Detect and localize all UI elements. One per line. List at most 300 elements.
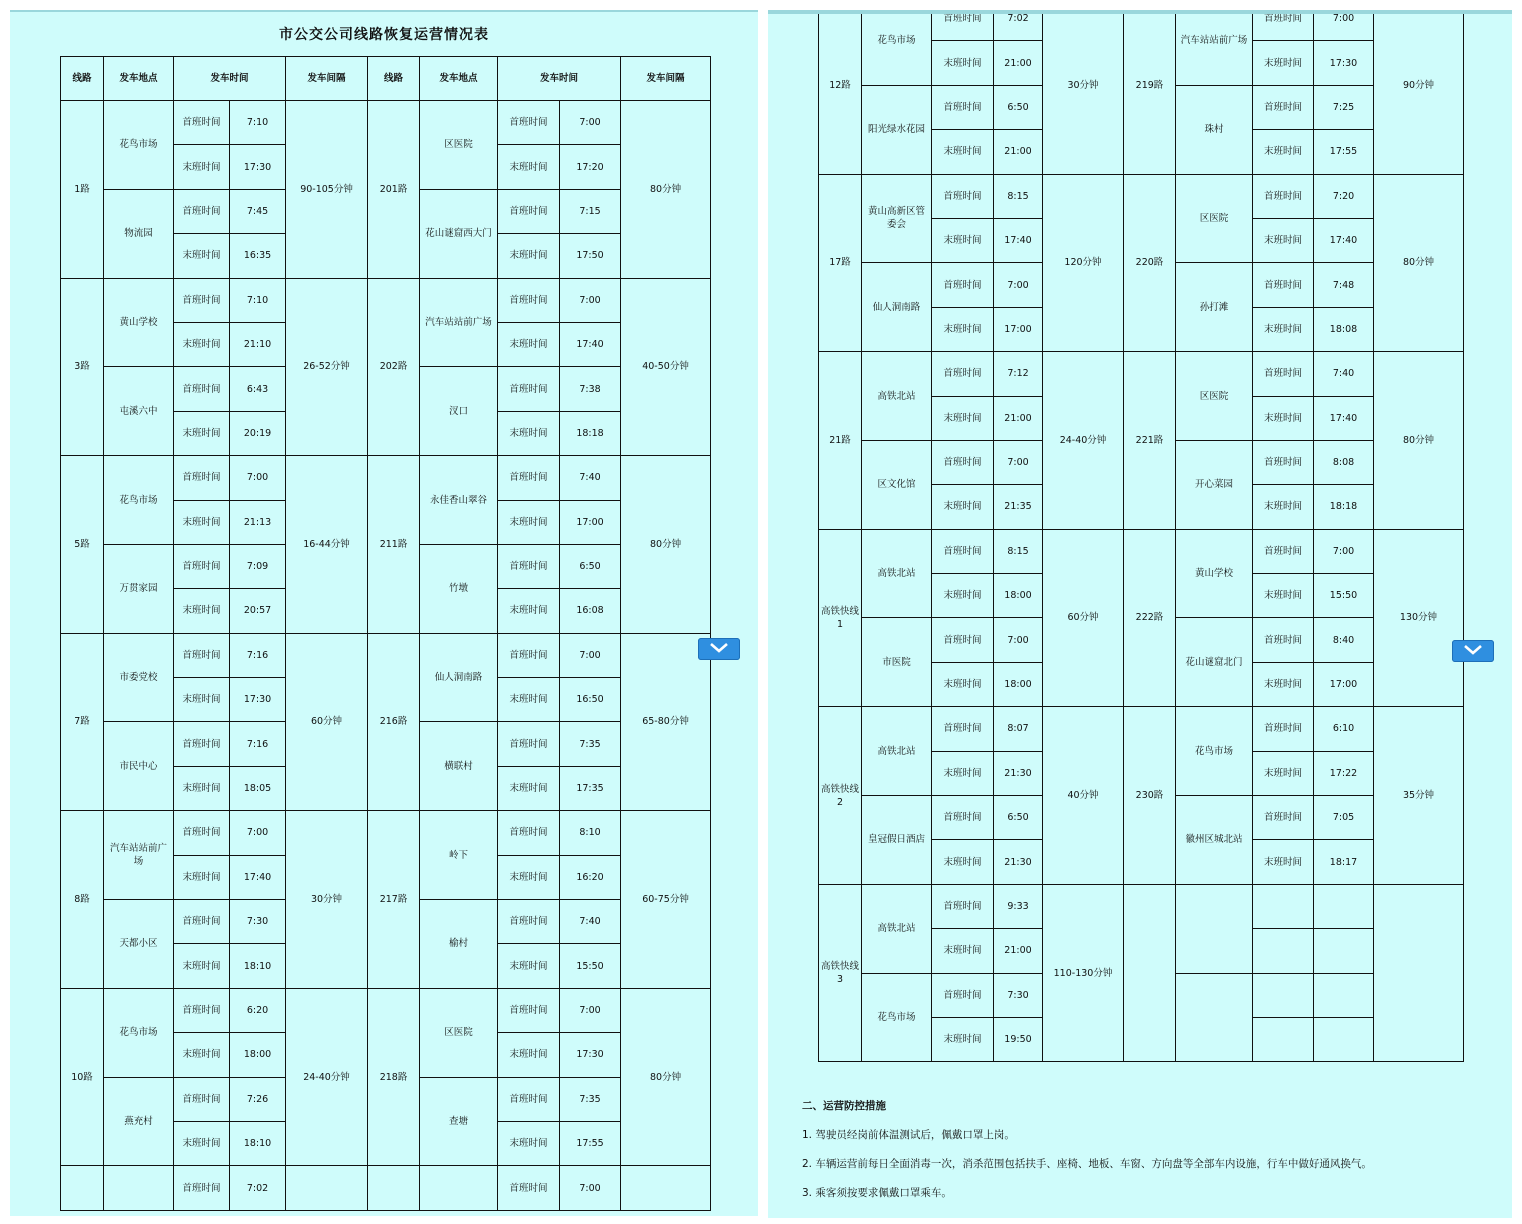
time-label: 首班时间 <box>932 85 994 129</box>
time-value: 17:30 <box>230 145 286 189</box>
time-value: 18:00 <box>230 1033 286 1077</box>
table-row <box>819 352 1464 396</box>
time-value: 17:40 <box>560 322 621 366</box>
stop-cell: 花鸟市场 <box>104 988 174 1077</box>
time-label: 首班时间 <box>174 811 230 855</box>
chevron-down-icon <box>1462 643 1484 657</box>
time-value: 17:20 <box>560 145 621 189</box>
time-value: 9:33 <box>994 884 1043 928</box>
time-label: 末班时间 <box>498 855 560 899</box>
time-value: 20:57 <box>230 589 286 633</box>
time-label: 末班时间 <box>932 1017 994 1061</box>
time-label: 首班时间 <box>498 811 560 855</box>
stop-cell: 阳光绿水花园 <box>862 85 932 174</box>
time-value: 7:40 <box>1314 352 1374 396</box>
route-cell: 10路 <box>61 988 104 1166</box>
time-label: 首班时间 <box>498 722 560 766</box>
time-label: 末班时间 <box>932 130 994 174</box>
time-label: 末班时间 <box>498 234 560 278</box>
time-value: 7:35 <box>560 722 621 766</box>
time-value: 21:00 <box>994 130 1043 174</box>
section-heading: 二、运营防控措施 <box>802 1100 886 1112</box>
header-route: 线路 <box>61 57 104 101</box>
time-value: 7:38 <box>560 367 621 411</box>
time-label: 末班时间 <box>1253 130 1314 174</box>
time-label: 末班时间 <box>174 1033 230 1077</box>
table-row <box>819 174 1464 218</box>
time-value: 21:00 <box>994 396 1043 440</box>
time-value: 7:00 <box>560 988 621 1032</box>
stop-cell: 花鸟市场 <box>104 101 174 190</box>
table-row <box>61 101 711 145</box>
time-label: 末班时间 <box>174 234 230 278</box>
time-label: 末班时间 <box>498 678 560 722</box>
time-value: 17:50 <box>560 234 621 278</box>
time-value: 16:08 <box>560 589 621 633</box>
interval-cell <box>621 1166 711 1210</box>
stop-cell: 仙人洞南路 <box>420 633 498 722</box>
stop-cell: 燕充村 <box>104 1077 174 1166</box>
time-value: 15:50 <box>560 944 621 988</box>
route-cell: 202路 <box>368 278 420 456</box>
interval-cell: 16-44分钟 <box>286 456 368 634</box>
interval-cell: 30分钟 <box>1043 10 1124 174</box>
time-value: 8:15 <box>994 529 1043 573</box>
stop-cell <box>1176 973 1253 1062</box>
time-label: 首班时间 <box>1253 529 1314 573</box>
time-label: 首班时间 <box>1253 263 1314 307</box>
stop-cell: 黄山学校 <box>1176 529 1253 618</box>
time-value: 18:08 <box>1314 307 1374 351</box>
time-value <box>1314 1017 1374 1061</box>
time-label: 首班时间 <box>932 10 994 41</box>
time-label: 首班时间 <box>174 189 230 233</box>
time-label: 首班时间 <box>174 900 230 944</box>
interval-cell: 80分钟 <box>1374 174 1464 352</box>
time-label: 末班时间 <box>1253 840 1314 884</box>
route-cell: 217路 <box>368 811 420 989</box>
interval-cell: 26-52分钟 <box>286 278 368 456</box>
time-label: 首班时间 <box>1253 352 1314 396</box>
table-row <box>819 10 1464 41</box>
stop-cell: 高铁北站 <box>862 352 932 441</box>
stop-cell: 查塘 <box>420 1077 498 1166</box>
interval-cell: 110-130分钟 <box>1043 884 1124 1062</box>
time-value: 18:18 <box>560 411 621 455</box>
interval-cell <box>286 1166 368 1210</box>
time-value: 17:40 <box>994 218 1043 262</box>
time-value: 8:08 <box>1314 440 1374 484</box>
time-value: 17:22 <box>1314 751 1374 795</box>
time-label: 首班时间 <box>932 352 994 396</box>
time-value: 8:07 <box>994 707 1043 751</box>
time-value: 7:00 <box>230 811 286 855</box>
time-label: 末班时间 <box>498 411 560 455</box>
route-cell: 221路 <box>1124 352 1176 530</box>
time-label: 末班时间 <box>498 322 560 366</box>
time-label: 首班时间 <box>498 900 560 944</box>
time-value: 18:18 <box>1314 485 1374 529</box>
time-label: 末班时间 <box>932 929 994 973</box>
time-value: 17:40 <box>230 855 286 899</box>
time-value: 7:02 <box>994 10 1043 41</box>
time-label: 末班时间 <box>1253 41 1314 85</box>
header-time: 发车时间 <box>498 57 621 101</box>
time-label <box>1253 1017 1314 1061</box>
time-label: 首班时间 <box>932 973 994 1017</box>
time-value: 7:02 <box>230 1166 286 1210</box>
time-value: 6:10 <box>1314 707 1374 751</box>
time-value: 7:10 <box>230 278 286 322</box>
time-label: 首班时间 <box>1253 618 1314 662</box>
time-label: 末班时间 <box>174 500 230 544</box>
stop-cell: 市医院 <box>862 618 932 707</box>
time-value: 7:00 <box>560 1166 621 1210</box>
time-value: 20:19 <box>230 411 286 455</box>
time-label: 末班时间 <box>1253 662 1314 706</box>
interval-cell: 130分钟 <box>1374 529 1464 707</box>
time-value: 6:43 <box>230 367 286 411</box>
route-cell: 216路 <box>368 633 420 811</box>
time-value: 16:35 <box>230 234 286 278</box>
interval-cell: 90分钟 <box>1374 10 1464 174</box>
time-value: 7:00 <box>1314 529 1374 573</box>
time-value: 7:00 <box>994 440 1043 484</box>
route-cell: 高铁快线3 <box>819 884 862 1062</box>
stop-cell: 高铁北站 <box>862 884 932 973</box>
interval-cell: 60分钟 <box>1043 529 1124 707</box>
table-row <box>819 884 1464 928</box>
time-value <box>1314 929 1374 973</box>
route-cell: 7路 <box>61 633 104 811</box>
table-row <box>61 633 711 677</box>
time-label: 首班时间 <box>498 988 560 1032</box>
time-label: 末班时间 <box>498 145 560 189</box>
stop-cell: 开心菜园 <box>1176 440 1253 529</box>
route-cell: 222路 <box>1124 529 1176 707</box>
interval-cell: 24-40分钟 <box>1043 352 1124 530</box>
time-label: 首班时间 <box>932 707 994 751</box>
time-label: 末班时间 <box>932 396 994 440</box>
time-label <box>1253 973 1314 1017</box>
time-value: 18:00 <box>994 574 1043 618</box>
time-value: 7:12 <box>994 352 1043 396</box>
document-page-right <box>768 10 1512 1218</box>
stop-cell: 万贯家园 <box>104 544 174 633</box>
time-label: 末班时间 <box>174 145 230 189</box>
time-label: 首班时间 <box>174 456 230 500</box>
route-cell: 201路 <box>368 101 420 279</box>
interval-cell: 30分钟 <box>286 811 368 989</box>
time-value: 7:05 <box>1314 796 1374 840</box>
time-label: 首班时间 <box>1253 796 1314 840</box>
time-value <box>1314 884 1374 928</box>
time-label: 末班时间 <box>174 589 230 633</box>
time-label: 末班时间 <box>498 944 560 988</box>
time-value: 21:13 <box>230 500 286 544</box>
time-value: 17:40 <box>1314 218 1374 262</box>
time-label: 首班时间 <box>174 101 230 145</box>
time-label: 末班时间 <box>1253 307 1314 351</box>
time-label: 首班时间 <box>932 174 994 218</box>
measure-item: 1. 驾驶员经岗前体温测试后，佩戴口罩上岗。 <box>802 1129 1015 1141</box>
time-value: 7:48 <box>1314 263 1374 307</box>
time-label: 首班时间 <box>498 456 560 500</box>
time-value: 18:05 <box>230 766 286 810</box>
stop-cell: 高铁北站 <box>862 529 932 618</box>
time-label: 首班时间 <box>498 278 560 322</box>
time-value: 6:50 <box>994 796 1043 840</box>
time-value: 17:00 <box>1314 662 1374 706</box>
time-label: 首班时间 <box>498 367 560 411</box>
scroll-down-button[interactable] <box>698 638 740 660</box>
time-value <box>1314 973 1374 1017</box>
time-label: 首班时间 <box>498 1166 560 1210</box>
time-label: 首班时间 <box>174 367 230 411</box>
interval-cell: 35分钟 <box>1374 707 1464 885</box>
header-time: 发车时间 <box>174 57 286 101</box>
time-label: 末班时间 <box>932 662 994 706</box>
time-label: 末班时间 <box>174 1121 230 1165</box>
time-label: 首班时间 <box>932 796 994 840</box>
stop-cell: 区医院 <box>420 101 498 190</box>
stop-cell <box>420 1166 498 1210</box>
stop-cell: 物流园 <box>104 189 174 278</box>
route-cell: 17路 <box>819 174 862 352</box>
time-label: 末班时间 <box>174 855 230 899</box>
stop-cell: 汽车站站前广场 <box>1176 10 1253 85</box>
table-row <box>61 988 711 1032</box>
stop-cell: 黄山学校 <box>104 278 174 367</box>
table-row <box>819 707 1464 751</box>
stop-cell: 天都小区 <box>104 900 174 989</box>
chevron-down-icon <box>708 641 730 655</box>
route-cell: 230路 <box>1124 707 1176 885</box>
time-label: 末班时间 <box>932 840 994 884</box>
route-cell: 219路 <box>1124 10 1176 174</box>
time-label: 末班时间 <box>498 1121 560 1165</box>
time-label: 首班时间 <box>174 988 230 1032</box>
time-label: 末班时间 <box>174 322 230 366</box>
route-cell: 21路 <box>819 352 862 530</box>
route-cell: 5路 <box>61 456 104 634</box>
stop-cell <box>1176 884 1253 973</box>
stop-cell: 花山谜窟西大门 <box>420 189 498 278</box>
interval-cell: 65-80分钟 <box>621 633 711 811</box>
time-label: 首班时间 <box>174 1077 230 1121</box>
stop-cell: 花鸟市场 <box>862 973 932 1062</box>
stop-cell: 区文化馆 <box>862 440 932 529</box>
time-value: 21:35 <box>994 485 1043 529</box>
measure-item: 2. 车辆运营前每日全面消毒一次，消杀范围包括扶手、座椅、地板、车窗、方向盘等全部车内设施，行车中做好通风换气。 <box>802 1158 1372 1170</box>
header-stop: 发车地点 <box>104 57 174 101</box>
interval-cell: 24-40分钟 <box>286 988 368 1166</box>
route-cell: 12路 <box>819 10 862 174</box>
time-label: 末班时间 <box>498 500 560 544</box>
stop-cell: 汽车站站前广场 <box>420 278 498 367</box>
interval-cell: 80分钟 <box>1374 352 1464 530</box>
measure-item: 3. 乘客须按要求佩戴口罩乘车。 <box>802 1187 952 1199</box>
stop-cell: 孙打滩 <box>1176 263 1253 352</box>
stop-cell: 仙人洞南路 <box>862 263 932 352</box>
time-label: 末班时间 <box>174 766 230 810</box>
document-page-left <box>10 10 758 1216</box>
bus-schedule-table-left <box>60 56 711 1211</box>
time-label: 末班时间 <box>174 944 230 988</box>
stop-cell <box>104 1166 174 1210</box>
stop-cell: 横联村 <box>420 722 498 811</box>
stop-cell: 珠村 <box>1176 85 1253 174</box>
time-label: 末班时间 <box>498 1033 560 1077</box>
stop-cell: 市民中心 <box>104 722 174 811</box>
stop-cell: 屯溪六中 <box>104 367 174 456</box>
stop-cell: 岭下 <box>420 811 498 900</box>
interval-cell: 120分钟 <box>1043 174 1124 352</box>
time-label: 首班时间 <box>498 101 560 145</box>
time-value: 8:15 <box>994 174 1043 218</box>
interval-cell: 60分钟 <box>286 633 368 811</box>
time-label: 末班时间 <box>932 574 994 618</box>
interval-cell <box>1374 884 1464 1062</box>
time-value: 7:40 <box>560 456 621 500</box>
time-label: 首班时间 <box>174 278 230 322</box>
interval-cell: 80分钟 <box>621 988 711 1166</box>
time-value: 21:30 <box>994 751 1043 795</box>
time-label: 首班时间 <box>498 189 560 233</box>
time-label: 首班时间 <box>1253 85 1314 129</box>
stop-cell: 黄山高新区管委会 <box>862 174 932 263</box>
route-cell: 8路 <box>61 811 104 989</box>
time-value: 8:40 <box>1314 618 1374 662</box>
time-value: 16:20 <box>560 855 621 899</box>
time-label <box>1253 884 1314 928</box>
time-label: 首班时间 <box>932 263 994 307</box>
prevention-measures <box>802 1098 1482 1214</box>
time-value: 7:09 <box>230 544 286 588</box>
stop-cell: 市委党校 <box>104 633 174 722</box>
time-label: 首班时间 <box>174 544 230 588</box>
time-value: 17:35 <box>560 766 621 810</box>
stop-cell: 花鸟市场 <box>104 456 174 545</box>
time-label: 首班时间 <box>1253 707 1314 751</box>
time-value: 7:15 <box>560 189 621 233</box>
time-value: 6:20 <box>230 988 286 1032</box>
time-label: 末班时间 <box>932 41 994 85</box>
interval-cell: 40-50分钟 <box>621 278 711 456</box>
time-value: 7:00 <box>560 633 621 677</box>
time-label: 首班时间 <box>174 1166 230 1210</box>
time-value: 16:50 <box>560 678 621 722</box>
stop-cell: 区医院 <box>1176 352 1253 441</box>
time-value: 17:30 <box>560 1033 621 1077</box>
stop-cell: 竹墩 <box>420 544 498 633</box>
scroll-down-button-right[interactable] <box>1452 640 1494 662</box>
time-value: 7:16 <box>230 633 286 677</box>
time-value: 19:50 <box>994 1017 1043 1061</box>
header-route: 线路 <box>368 57 420 101</box>
route-cell: 1路 <box>61 101 104 279</box>
time-label: 末班时间 <box>1253 218 1314 262</box>
time-value: 7:35 <box>560 1077 621 1121</box>
route-cell: 3路 <box>61 278 104 456</box>
stop-cell: 徽州区城北站 <box>1176 796 1253 885</box>
time-value: 7:45 <box>230 189 286 233</box>
time-value: 17:30 <box>1314 41 1374 85</box>
header-stop: 发车地点 <box>420 57 498 101</box>
time-label: 末班时间 <box>932 485 994 529</box>
time-value: 21:30 <box>994 840 1043 884</box>
time-value: 15:50 <box>1314 574 1374 618</box>
stop-cell: 榆村 <box>420 900 498 989</box>
interval-cell: 40分钟 <box>1043 707 1124 885</box>
time-label: 首班时间 <box>1253 174 1314 218</box>
time-label: 末班时间 <box>1253 485 1314 529</box>
time-label: 末班时间 <box>498 589 560 633</box>
stop-cell: 高铁北站 <box>862 707 932 796</box>
time-label: 末班时间 <box>1253 396 1314 440</box>
time-value: 7:40 <box>560 900 621 944</box>
time-label: 末班时间 <box>932 751 994 795</box>
table-row <box>61 456 711 500</box>
time-label: 首班时间 <box>932 884 994 928</box>
route-cell: 高铁快线1 <box>819 529 862 707</box>
time-value: 17:55 <box>560 1121 621 1165</box>
stop-cell: 区医院 <box>420 988 498 1077</box>
route-cell: 高铁快线2 <box>819 707 862 885</box>
interval-cell: 80分钟 <box>621 456 711 634</box>
table-row <box>61 1166 711 1210</box>
time-label: 首班时间 <box>498 633 560 677</box>
time-value: 7:30 <box>230 900 286 944</box>
time-value: 7:10 <box>230 101 286 145</box>
table-row <box>61 57 711 101</box>
bus-schedule-table-right <box>818 10 1464 1062</box>
time-label: 首班时间 <box>498 544 560 588</box>
stop-cell: 汽车站站前广场 <box>104 811 174 900</box>
time-value: 18:17 <box>1314 840 1374 884</box>
time-label: 首班时间 <box>932 529 994 573</box>
time-value: 18:10 <box>230 1121 286 1165</box>
time-value: 7:00 <box>994 263 1043 307</box>
route-cell <box>368 1166 420 1210</box>
time-value: 17:00 <box>560 500 621 544</box>
time-value: 8:10 <box>560 811 621 855</box>
time-value: 6:50 <box>994 85 1043 129</box>
time-label: 首班时间 <box>174 633 230 677</box>
header-interval: 发车间隔 <box>286 57 368 101</box>
time-label: 末班时间 <box>932 218 994 262</box>
table-row <box>819 529 1464 573</box>
time-value: 7:00 <box>230 456 286 500</box>
table-row <box>61 278 711 322</box>
route-cell: 218路 <box>368 988 420 1166</box>
time-value: 7:26 <box>230 1077 286 1121</box>
time-label: 末班时间 <box>932 307 994 351</box>
time-label: 首班时间 <box>932 618 994 662</box>
time-value: 7:00 <box>994 618 1043 662</box>
time-label: 首班时间 <box>174 722 230 766</box>
time-value: 7:16 <box>230 722 286 766</box>
time-value: 21:00 <box>994 929 1043 973</box>
time-value: 17:00 <box>994 307 1043 351</box>
stop-cell: 花鸟市场 <box>862 10 932 85</box>
time-label <box>1253 929 1314 973</box>
time-label: 末班时间 <box>1253 574 1314 618</box>
time-label: 末班时间 <box>1253 751 1314 795</box>
time-value: 18:10 <box>230 944 286 988</box>
route-cell <box>1124 884 1176 1062</box>
page-title: 市公交公司线路恢复运营情况表 <box>279 27 489 43</box>
